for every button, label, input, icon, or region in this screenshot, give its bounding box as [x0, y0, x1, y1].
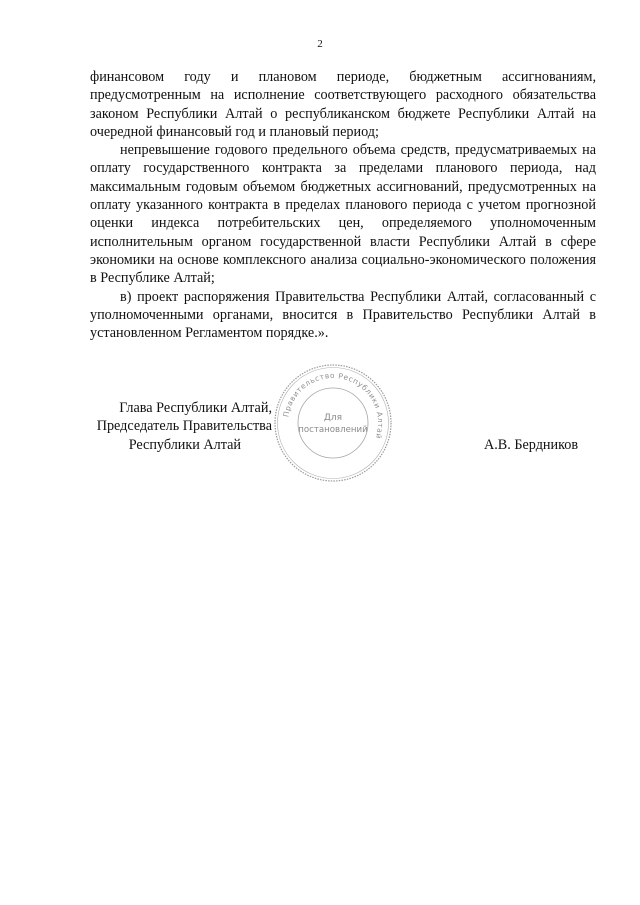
- signatory-title: [60, 399, 272, 454]
- stamp-ring-text: Правительство Республики Алтай: [281, 370, 386, 441]
- paragraph-continuation: финансовом году и плановом периоде, бюджетным ассигнованиям, предусмотренным на исполнение соответствующего расходного обязательства законом Республики Алтай о республиканском бюджете Республики Алтай на очередной финансовый год и плановый период;: [90, 69, 596, 140]
- signatory-name: А.В. Бердников: [484, 437, 579, 453]
- document-body: [90, 68, 596, 342]
- paragraph-item-v: в) проект распоряжения Правительства Республики Алтай, согласованный с уполномоченными органами, вносится в Правительство Республики Алтай в установленном Регламентом порядке.».: [90, 288, 596, 342]
- signatory-title-line-2: Председатель Правительства: [96, 418, 272, 435]
- stamp-seal-icon: [272, 362, 394, 484]
- signatory-title-line-3: Республики Алтай: [128, 436, 241, 453]
- stamp-center-line-2: постановлений: [298, 425, 368, 435]
- signatory-title-line-1: Глава Республики Алтай,: [119, 400, 272, 416]
- stamp-center-line-1: Для: [323, 413, 343, 423]
- official-stamp: [272, 362, 394, 484]
- paragraph-limit-condition: непревышение годового предельного объема средств, предусматриваемых на оплату государственного контракта за пределами планового периода, над максимальным годовым объемом бюджетных ассигнований, предусмотренных на оплату указанного контракта в пределах планового периода с учетом прогнозной оценки индекса потребительских цен, определяемого уполномоченным исполнительным органом государственной власти Республики Алтай в сфере экономики на основе комплексного анализа социально-экономического положения в Республике Алтай;: [90, 142, 596, 287]
- page-number: 2: [317, 38, 323, 50]
